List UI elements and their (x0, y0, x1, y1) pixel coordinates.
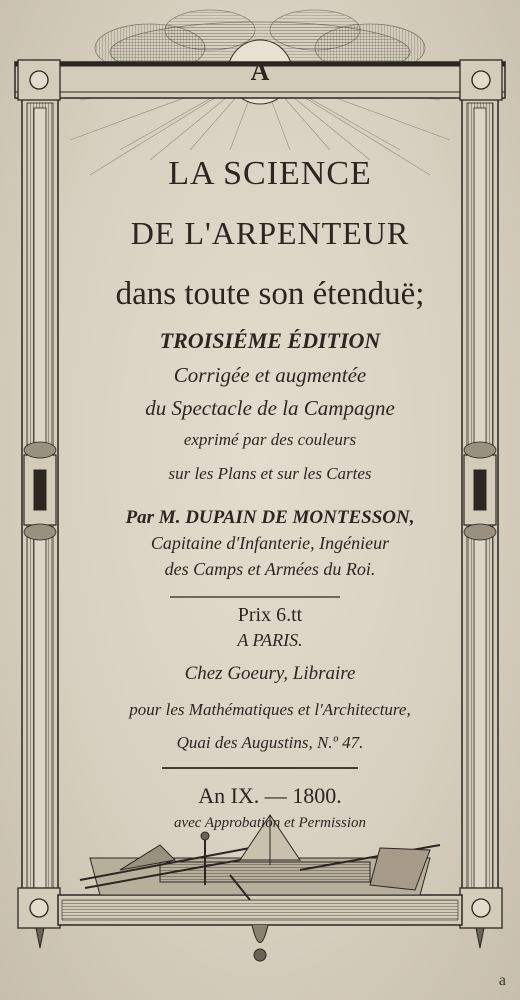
title-line-3: dans toute son étenduë; (115, 276, 425, 312)
page-signature-mark: a (498, 972, 506, 989)
description-line-1: Corrigée et augmentée (173, 363, 367, 387)
description-line-2: du Spectacle de la Campagne (145, 396, 395, 420)
bottom-base (36, 895, 484, 961)
city-line: A PARIS. (237, 630, 303, 650)
title-line-2: DE L'ARPENTEUR (130, 215, 410, 251)
description-line-4: sur les Plans et sur les Cartes (168, 464, 372, 483)
title-line-1: LA SCIENCE (168, 155, 372, 192)
top-initial: A (250, 57, 270, 86)
author-line-2: Capitaine d'Infanterie, Ingénieur (150, 533, 390, 553)
author-line-1: Par M. DUPAIN DE MONTESSON, (125, 507, 415, 528)
edition-line: TROISIÉME ÉDITION (159, 328, 381, 353)
date-line: An IX. — 1800. (198, 783, 342, 808)
author-line-3: des Camps et Armées du Roi. (164, 559, 376, 579)
description-line-3: exprimé par des couleurs (183, 430, 357, 449)
approbation-line: avec Approbation et Permission (173, 815, 367, 831)
publisher-line-3: Quai des Augustins, N.º 47. (176, 733, 364, 752)
publisher-line-1: Chez Goeury, Libraire (184, 663, 356, 684)
left-pilaster (22, 98, 58, 898)
publisher-line-2: pour les Mathématiques et l'Architecture, (129, 700, 411, 719)
price-line: Prix 6.tt (237, 604, 303, 626)
